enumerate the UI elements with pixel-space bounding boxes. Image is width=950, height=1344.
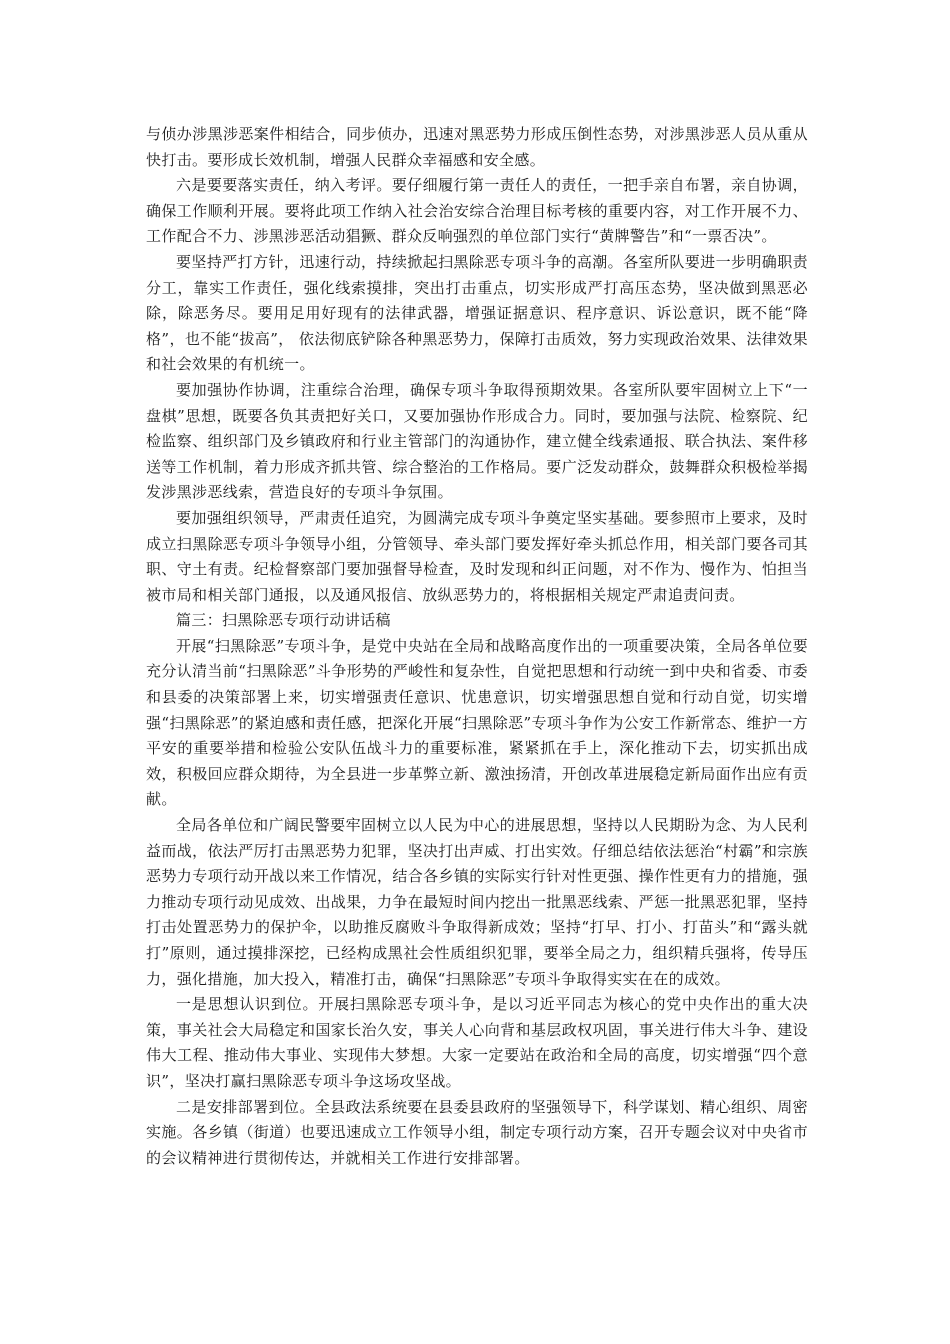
paragraph-responsibility: 六是要要落实责任，纳入考评。要仔细履行第一责任人的责任，一把手亲自布署，亲自协调，确保工作顺利开展。要将此项工作纳入社会治安综合治理目标考核的重要内容，对工作开展不力、工作配合不力、涉黑涉恶活动猖獗、群众反响强烈的单位部门实行“黄牌警告”和“一票否决”。 [146, 176, 808, 246]
paragraph-coordination: 要加强协作协调，注重综合治理，确保专项斗争取得预期效果。各室所队要牢固树立上下“一盘棋”思想，既要各负其责把好关口，又要加强协作形成合力。同时，要加强与法院、检察院、纪检监察、组织部门及乡镇政府和行业主管部门的沟通协作，建立健全线索通报、联合执法、案件移送等工作机制，着力形成齐抓共管、综合整治的工作格局。要广泛发动群众，鼓舞群众积极检举揭发涉黑涉恶线索，营造良好的专项斗争氛围。 [146, 380, 808, 502]
paragraph-people-centered: 全局各单位和广阔民警要牢固树立以人民为中心的进展思想，坚持以人民期盼为念、为人民利益而战，依法严厉打击黑恶势力犯罪，坚决打出声威、打出实效。仔细总结依法惩治“村霸”和宗族恶势力专项行动开战以来工作情况，结合各乡镇的实际实行针对性更强、操作性更有力的措施，强力推动专项行动见成效、出战果，力争在最短时间内挖出一批黑恶线索、严惩一批黑恶犯罪，坚持打击处置恶势力的保护伞，以助推反腐败斗争取得新成效；坚持“打早、打小、打苗头”和“露头就打”原则，通过摸排深挖，已经构成黑社会性质组织犯罪，要举全局之力，组织精兵强将，传导压力，强化措施，加大投入，精准打击，确保“扫黑除恶”专项斗争取得实实在在的成效。 [146, 816, 808, 988]
paragraph-awareness: 一是思想认识到位。开展扫黑除恶专项斗争，是以习近平同志为核心的党中央作出的重大决策，事关社会大局稳定和国家长治久安，事关人心向背和基层政权巩固，事关进行伟大斗争、建设伟大工程、推动伟大事业、实现伟大梦想。大家一定要站在政治和全局的高度，切实增强“四个意识”，坚决打赢扫黑除恶专项斗争这场攻坚战。 [146, 995, 808, 1090]
paragraph-continuation: 与侦办涉黑涉恶案件相结合，同步侦办，迅速对黑恶势力形成压倒性态势，对涉黑涉恶人员从重从快打击。要形成长效机制，增强人民群众幸福感和安全感。 [146, 125, 808, 169]
section-heading: 篇三：扫黑除恶专项行动讲话稿 [176, 611, 391, 630]
paragraph-campaign-intro: 开展“扫黑除恶”专项斗争，是党中央站在全局和战略高度作出的一项重要决策，全局各单位要充分认清当前“扫黑除恶”斗争形势的严峻性和复杂性，自觉把思想和行动统一到中央和省委、市委和县委的决策部署上来，切实增强责任意识、忧患意识，切实增强思想自觉和行动自觉，切实增强“扫黑除恶”的紧迫感和责任感，把深化开展“扫黑除恶”专项斗争作为公安工作新常态、维护一方平安的重要举措和检验公安队伍战斗力的重要标准，紧紧抓在手上，深化推动下去，切实抓出成效，积极回应群众期待，为全县进一步革弊立新、激浊扬清，开创改革进展稳定新局面作出应有贡献。 [146, 636, 808, 809]
paragraph-strike-policy: 要坚持严打方针，迅速行动，持续掀起扫黑除恶专项斗争的高潮。各室所队要进一步明确职责分工，靠实工作责任，强化线索摸排，突出打击重点，切实形成严打高压态势，坚决做到黑恶必除，除恶务尽。要用足用好现有的法律武器，增强证据意识、程序意识、诉讼意识，既不能“降格”，也不能“拔高”， 依法彻底铲除各种黑恶势力，保障打击质效，努力实现政治效果、法律效果和社会效果的有机统一。 [146, 252, 808, 374]
paragraph-leadership: 要加强组织领导，严肃责任追究，为圆满完成专项斗争奠定坚实基础。要参照市上要求，及时成立扫黑除恶专项斗争领导小组，分管领导、牵头部门要发挥好牵头抓总作用，相关部门要各司其职、守土有责。纪检督察部门要加强督导检查，及时发现和纠正问题，对不作为、慢作为、怕担当被市局和相关部门通报，以及通风报信、放纵恶势力的，将根据相关规定严肃追责问责。 [146, 508, 808, 604]
paragraph-deployment: 二是安排部署到位。全县政法系统要在县委县政府的坚强领导下，科学谋划、精心组织、周密实施。各乡镇（街道）也要迅速成立工作领导小组，制定专项行动方案，召开专题会议对中央省市的会议精神进行贯彻传达，并就相关工作进行安排部署。 [146, 1097, 808, 1167]
document-page [146, 122, 808, 1171]
